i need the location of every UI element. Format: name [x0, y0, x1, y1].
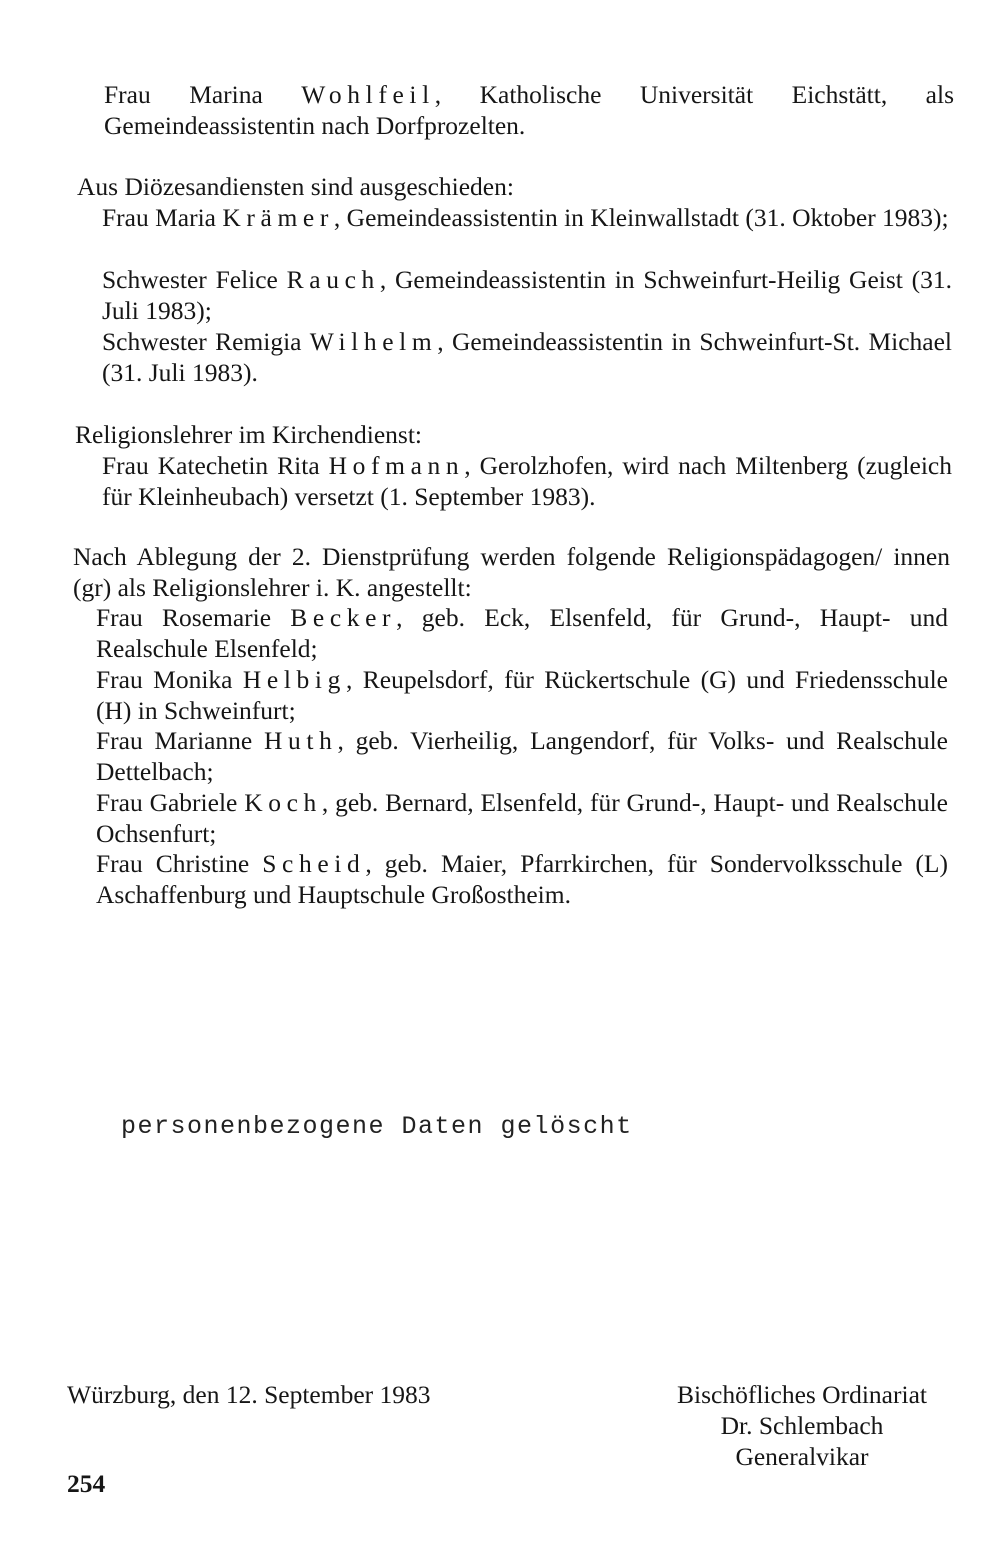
entry-prefix: Frau Maria: [102, 203, 223, 232]
person-name: Scheid: [262, 849, 366, 878]
signature-block: [652, 1379, 952, 1472]
person-name: Rauch: [286, 265, 380, 294]
place-date: Würzburg, den 12. September 1983: [67, 1380, 431, 1409]
entry-huth: [96, 725, 948, 787]
page-number: 254: [67, 1469, 106, 1498]
person-name: Wilhelm: [309, 327, 438, 356]
entry-koch: [96, 787, 948, 849]
person-name: Krämer: [222, 203, 334, 232]
entry-prefix: Schwester Felice: [102, 265, 287, 294]
person-name: Wohlfeil: [301, 80, 435, 109]
entry-text: , Katholische Universität Eichstätt, als Gemeindeassistentin nach Dorfprozelten.: [104, 80, 954, 140]
entry-helbig: [96, 664, 948, 726]
entry-prefix: Frau Rosemarie: [96, 603, 291, 632]
signature-office: Bischöfliches Ordinariat: [677, 1380, 927, 1409]
entry-hofmann: [102, 450, 952, 512]
entry-text: , Reupelsdorf, für Rückertschule (G) und Friedensschule (H) in Schweinfurt;: [96, 665, 948, 725]
person-name: Helbig: [242, 665, 346, 694]
redaction-note: personenbezogene Daten gelöscht: [121, 1112, 633, 1141]
entry-prefix: Frau Katechetin Rita: [102, 451, 329, 480]
person-name: Koch: [244, 788, 322, 817]
entry-prefix: Frau Christine: [96, 849, 263, 878]
entry-prefix: Frau Gabriele: [96, 788, 245, 817]
section-heading-religionslehrer: Religionslehrer im Kirchendienst:: [75, 420, 423, 449]
entry-text: , Gerolzhofen, wird nach Miltenberg (zugleich für Kleinheubach) versetzt (1. September 1983).: [102, 451, 952, 511]
entry-prefix: Frau Marina: [104, 80, 302, 109]
entry-text: , geb. Eck, Elsenfeld, für Grund-, Haupt- und Realschule Elsenfeld;: [96, 603, 948, 663]
person-name: Becker: [290, 603, 397, 632]
signature-name: Dr. Schlembach: [720, 1411, 884, 1440]
entry-text: , Gemeindeassistentin in Schweinfurt-Heilig Geist (31. Juli 1983);: [102, 265, 953, 325]
person-name: Hofmann: [328, 451, 465, 480]
entry-scheid: [96, 848, 948, 910]
entry-kraemer: [102, 202, 952, 233]
entry-wohlfeil: [104, 79, 954, 141]
section-heading-ausgeschieden: Aus Diözesandiensten sind ausgeschieden:: [77, 172, 514, 201]
entry-text: , Gemeindeassistentin in Schweinfurt-St. Michael (31. Juli 1983).: [102, 327, 953, 387]
entry-prefix: Frau Marianne: [96, 726, 264, 755]
entry-prefix: Frau Monika: [96, 665, 243, 694]
signature-title: Generalvikar: [735, 1442, 869, 1471]
entry-prefix: Schwester Remigia: [102, 327, 310, 356]
entry-becker: [96, 602, 948, 664]
entry-wilhelm: [102, 326, 952, 388]
entry-text: , geb. Bernard, Elsenfeld, für Grund-, Haupt- und Realschule Ochsenfurt;: [96, 788, 948, 848]
person-name: Huth: [263, 726, 338, 755]
entry-rauch: [102, 264, 952, 326]
section-heading-dienstpruefung: Nach Ablegung der 2. Dienstprüfung werden folgende Religionspädagogen/ innen (gr) als Religionslehrer i. K. angestellt:: [73, 542, 950, 602]
entry-text: , Gemeindeassistentin in Kleinwallstadt (31. Oktober 1983);: [333, 203, 949, 232]
entry-text: , geb. Maier, Pfarrkirchen, für Sondervolksschule (L) Aschaffenburg und Hauptschule Großostheim.: [96, 849, 948, 909]
entry-text: , geb. Vierheilig, Langendorf, für Volks- und Realschule Dettelbach;: [96, 726, 948, 786]
